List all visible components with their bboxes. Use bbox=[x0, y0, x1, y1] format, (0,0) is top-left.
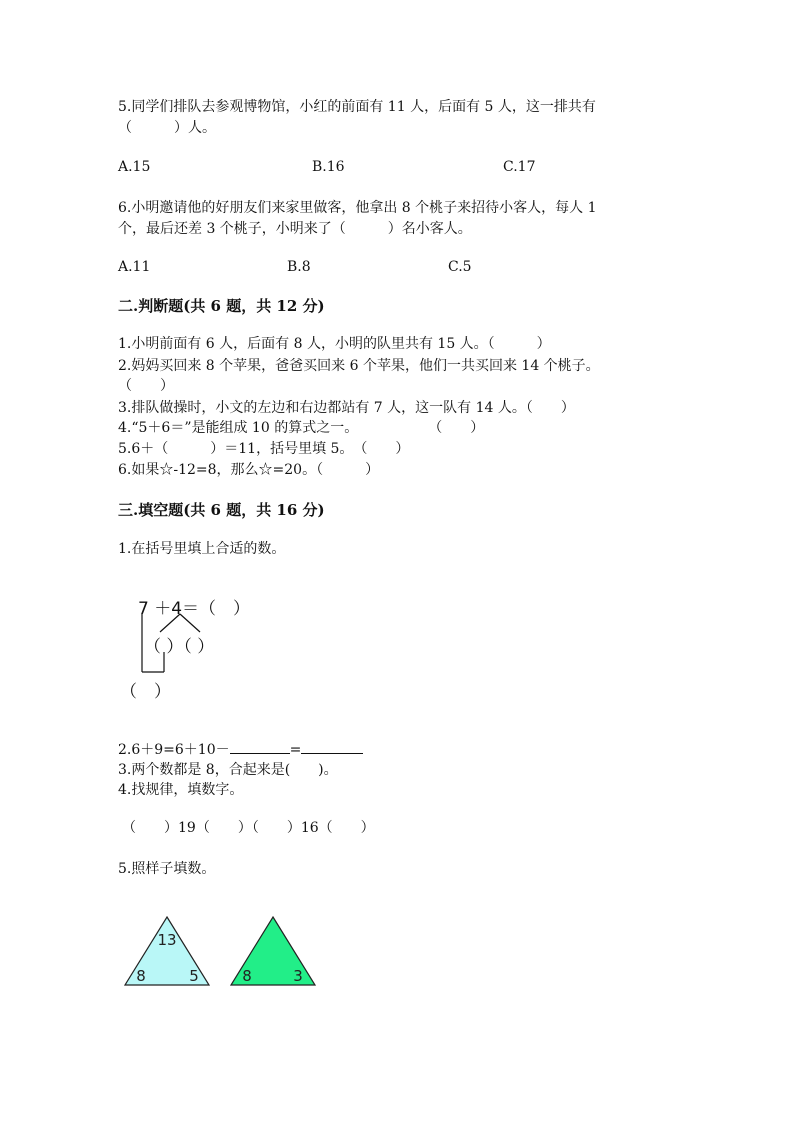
fill-q3: 3.两个数都是 8，合起来是( )。 bbox=[118, 762, 338, 778]
triangle-example-left: 8 bbox=[136, 967, 146, 985]
judge-item-2: 2.妈妈买回来 8 个苹果，爸爸买回来 6 个苹果，他们一共买回来 14 个桃子。 bbox=[118, 358, 600, 374]
fill-q2-blank-1[interactable] bbox=[230, 739, 290, 754]
q6-line2: 个，最后还差 3 个桃子，小明来了（ ）名小客人。 bbox=[118, 221, 472, 237]
fill-q2-equals: = bbox=[289, 742, 302, 758]
q6-option-a: A.11 bbox=[118, 259, 151, 275]
fill-q4: 4.找规律，填数字。 bbox=[118, 782, 244, 798]
section2-title: 二.判断题(共 6 题，共 12 分) bbox=[118, 297, 325, 315]
q5-option-b: B.16 bbox=[312, 159, 345, 175]
fill-q2-blank-2[interactable] bbox=[301, 739, 363, 754]
q6-option-b: B.8 bbox=[287, 259, 311, 275]
diagram-bottom: （ ） bbox=[120, 682, 171, 702]
judge-item-6: 6.如果☆-12=8，那么☆=20。（ ） bbox=[118, 462, 380, 478]
q5-line1: 5.同学们排队去参观博物馆，小红的前面有 11 人，后面有 5 人，这一排共有 bbox=[118, 99, 596, 115]
q5-option-a: A.15 bbox=[118, 159, 151, 175]
triangle-example-top: 13 bbox=[157, 931, 177, 949]
triangle-diagrams bbox=[120, 914, 330, 990]
diagram-equation: 7 ＋4＝（ ） bbox=[138, 599, 251, 619]
fill-q2 bbox=[118, 739, 363, 760]
q6-line1: 6.小明邀请他的好朋友们来家里做客，他拿出 8 个桃子来招待小客人，每人 1 bbox=[118, 200, 597, 216]
fill-q1: 1.在括号里填上合适的数。 bbox=[118, 541, 286, 557]
section3-title: 三.填空题(共 6 题，共 16 分) bbox=[118, 501, 325, 519]
judge-item-5: 5.6＋（ ）＝11，括号里填 5。 （ ） bbox=[118, 441, 410, 457]
diagram-split: （ ）（ ） bbox=[144, 637, 215, 657]
triangle-exercise-left: 8 bbox=[242, 967, 252, 985]
q6-option-c: C.5 bbox=[448, 259, 472, 275]
triangle-example-right: 5 bbox=[189, 967, 199, 985]
triangle-exercise-right: 3 bbox=[293, 967, 303, 985]
judge-item-3: 3.排队做操时，小文的左边和右边都站有 7 人，这一队有 14 人。（ ） bbox=[118, 400, 575, 416]
judge-item-4: 4.“5＋6＝”是能组成 10 的算式之一。 （ ） bbox=[118, 420, 485, 436]
fill-q5: 5.照样子填数。 bbox=[118, 861, 216, 877]
judge-item-1: 1.小明前面有 6 人，后面有 8 人，小明的队里共有 15 人。（ ） bbox=[118, 336, 551, 352]
q5-option-c: C.17 bbox=[503, 159, 536, 175]
fill-q2-prefix: 2.6＋9=6＋10－ bbox=[118, 742, 230, 758]
judge-item-2-paren: （ ） bbox=[118, 378, 174, 394]
fill-q4-sequence: （ ）19（ ）（ ）16（ ） bbox=[122, 820, 375, 836]
q5-line2: （ ）人。 bbox=[118, 120, 216, 136]
